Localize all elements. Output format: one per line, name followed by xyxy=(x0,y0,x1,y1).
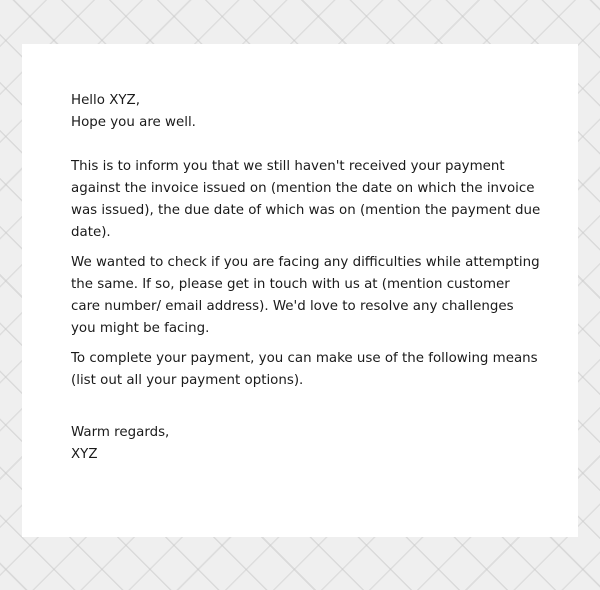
paragraph-payment-options: To complete your payment, you can make use of the following means (list out all your payment options). xyxy=(71,351,538,388)
paragraph-difficulties: We wanted to check if you are facing any difficulties while attempting the same. If so, please get in touch with us at (mention customer care number/ email address). We'd love to resolve any challenges you might be facing. xyxy=(71,255,540,336)
opening-line: Hope you are well. xyxy=(71,115,196,130)
greeting: Hello XYZ, xyxy=(71,93,140,108)
closing: Warm regards, xyxy=(71,425,170,440)
signature: XYZ xyxy=(71,447,98,462)
letter-body xyxy=(71,90,541,466)
letter-card xyxy=(22,44,578,537)
paragraph-payment-notice: This is to inform you that we still haven't received your payment against the invoice issued on (mention the date on which the invoice was issued), the due date of which was on (mention the payment due date). xyxy=(71,159,541,240)
